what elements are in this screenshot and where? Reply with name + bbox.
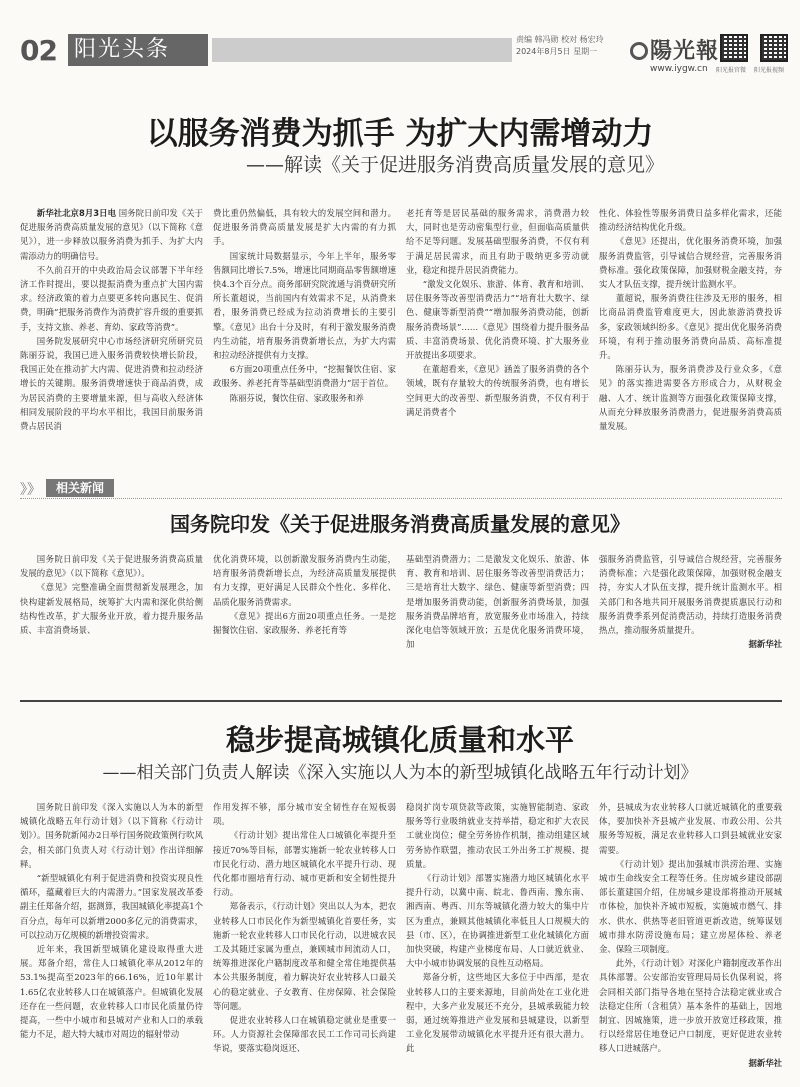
dateline: 新华社北京8月3日电 bbox=[36, 208, 117, 218]
paragraph: 《意见》还提出，优化服务消费环境，加强服务消费监管，引导诚信合规经营，完善服务消费标准。强化政策保障，加强财税金融支持，夯实人才队伍支撑，提升统计监测水平。 bbox=[599, 236, 782, 290]
article3-column bbox=[20, 800, 203, 1080]
article3-body bbox=[20, 800, 782, 1080]
paragraph: 在董超看来，《意见》涵盖了服务消费的各个领域，既有存量较大的传统服务消费，也有增长空间更大的改善型、新型服务消费，不仅有利于满足消费者个 bbox=[406, 364, 589, 417]
article2-column bbox=[599, 552, 782, 690]
article2-column bbox=[20, 552, 203, 690]
paragraph: “激发文化娱乐、旅游、体育、教育和培训、居住服务等改善型消费活力”“培育壮大数字、绿色、健康等新型消费”“增加服务消费动能，创新服务消费场景”……《意见》围绕着力提升服务品质、丰富消费场景、优化消费环境、扩大服务业开放提出多项要求。 bbox=[406, 279, 589, 361]
paragraph: 外，县城成为农业转移人口就近城镇化的重要载体，要加快补齐县城产业发展、市政公用、公共服务等短板，满足农业转移人口到县城就业安家需要。 bbox=[599, 802, 782, 855]
paragraph: 稳岗扩岗专项贷款等政策，实施智能制造、家政服务等行业吸纳就业支持举措，稳定和扩大农民工就业岗位；健全劳务协作机制，推动组建区域劳务协作联盟，推动农民工外出务工扩规模、提质量。 bbox=[406, 802, 589, 869]
masthead bbox=[20, 34, 788, 72]
paragraph: 基础型消费潜力；二是激发文化娱乐、旅游、体育、教育和培训、居住服务等改善型消费活力；三是培育壮大数字、绿色、健康等新型消费；四是增加服务消费动能，创新服务消费场景，加强服务消费品牌培育，放宽服务业市场准入，持续深化电信等领域开放；五是优化服务消费环境，加 bbox=[406, 554, 589, 650]
paragraph: “新型城镇化有利于促进消费和投资实现良性循环，蕴藏着巨大的内需潜力。”国家发展改革委副主任郑备介绍，据测算，我国城镇化率提高1个百分点，每年可以新增2000多亿元的消费需求，可以拉动万亿规模的新增投资需求。 bbox=[20, 873, 203, 940]
article1-body bbox=[20, 206, 782, 474]
paragraph: 老托育等是居民基础的服务需求，消费潜力较大，同时也是劳动密集型行业，但面临高质量供给不足等问题。发展基础型服务消费，不仅有利于满足居民需求，而且有助于吸纳更多劳动就业，稳定和提升居民消费能力。 bbox=[406, 208, 589, 275]
paragraph: 郑备分析，这些地区大多位于中西部，是农业转移人口的主要来源地，目前尚处在工业化进程中，大多产业发展还不充分，县城承载能力较弱，通过统筹推进产业发展和县城建设，以新型工业化发展带动城镇化水平提升还有很大潜力。此 bbox=[406, 972, 589, 1054]
paragraph: 《行动计划》提出加强城市洪涝治理、实施城市生命线安全工程等任务。住房城乡建设部副部长董建国介绍，住房城乡建设部将推动开展城市体检，加快补齐城市短板，实施城市燃气、排水、供水、供热等老旧管道更新改造，统筹谋划城市排水防涝设施布局；建立房屋体检、养老金、保险三项制度。 bbox=[599, 858, 782, 955]
date-line: 2024年8月5日 星期一 bbox=[516, 47, 598, 56]
newspaper-logo: 陽光報 bbox=[630, 34, 719, 65]
qr-caption: 阳光报视频 bbox=[754, 67, 785, 74]
section-divider bbox=[20, 700, 782, 702]
paragraph: 《行动计划》提出常住人口城镇化率提升至接近70%等目标，部署实施新一轮农业转移人口市民化行动、潜力地区城镇化水平提升行动、现代化都市圈培育行动、城市更新和安全韧性提升行动。 bbox=[213, 830, 396, 898]
paragraph: 董超说，服务消费往往涉及无形的服务，相比商品消费监管难度更大，因此旅游消费投诉多，家政领域纠纷多。《意见》提出优化服务消费环境，有利于推动服务消费向品质、高标准提升。 bbox=[599, 293, 782, 361]
paragraph: 促进农业转移人口在城镇稳定就业是重要一环。人力资源社会保障部农民工工作司司长尚建华说，要落实稳岗返还、 bbox=[213, 1015, 396, 1054]
paragraph: 国家统计局数据显示，今年上半年，服务零售额同比增长7.5%，增速比同期商品零售额增速快4.3个百分点。商务部研究院流通与消费研究所所长董超说，当前国内有效需求不足，从消费来看，服务消费已经成为拉动消费增长的主要引擎。《意见》出台十分及时，有利于激发服务消费内生动能，培育服务消费新增长点，为扩大内需和拉动经济提供有力支撑。 bbox=[213, 250, 396, 361]
article1-column: 新华社北京8月3日电 国务院日前印发《关于促进服务消费高质量发展的意见》（以下简称《意见》），进一步释放以服务消费为抓手、为扩大内需添动力的明确信号。 不久前召开的中央政治局会议部署下半年经济工作时提出，要以提振消费为重点扩大国内需求。经济政策的着力点要更多转向惠民生、促消费，明确“把服务消费作为消费扩容升级的重要抓手，支持文旅、养老、育幼、家政等消费”。 国务院发展研究中心市场经济研究所研究员陈丽芬说，我国已进入服务消费较快增长阶段，我国正处在推动扩大内需、促进消费和拉动经济增长的关键期。服务消费增速快于商品消费，成为居民消费的主要增量来源，但与高收入经济体相同发展阶段的平均水平相比，我国目前服务消费占居民消 bbox=[20, 206, 203, 474]
page-number: 02 bbox=[20, 34, 57, 67]
paragraph: 性化、体验性等服务消费日益多样化需求，还能推动经济结构优化升级。 bbox=[599, 208, 782, 233]
paragraph: 不久前召开的中央政治局会议部署下半年经济工作时提出，要以提振消费为重点扩大国内需求。经济政策的着力点要更多转向惠民生、促消费，明确“把服务消费作为消费扩容升级的重要抓手，支持文旅、养老、育幼、家政等消费”。 bbox=[20, 264, 203, 332]
paragraph: 国务院日前印发《深入实施以人为本的新型城镇化战略五年行动计划》（以下简称《行动计划》）。国务院新闻办2日举行国务院政策例行吹风会，相关部门负责人对《行动计划》作出详细解释。 bbox=[20, 802, 203, 869]
article3-subtitle: ——相关部门负责人解读《深入实施以人为本的新型城镇化战略五年行动计划》 bbox=[102, 763, 698, 783]
article2-column bbox=[213, 552, 396, 690]
section-name: 阳光头条 bbox=[68, 34, 208, 66]
paragraph: 陈丽芬说，餐饮住宿、家政服务和养 bbox=[229, 392, 364, 403]
article2-body bbox=[20, 552, 782, 690]
paragraph: 此外，《行动计划》对深化户籍制度改革作出具体部署。公安部治安管理局局长仇保利说，将会同相关部门指导各地在坚持合法稳定就业或合法稳定住所（含租赁）基本条件的基础上，因地制宜、因城施策，进一步放开放宽迁移政策，推行以经常居住地登记户口制度，更好促进农业转移人口进城落户。 bbox=[599, 958, 782, 1054]
editors-info bbox=[516, 34, 626, 58]
website-url: www.iygw.cn bbox=[650, 64, 708, 74]
paragraph: 6方面20项重点任务中，“挖掘餐饮住宿、家政服务、养老托育等基础型消费潜力”居于首位。 bbox=[213, 364, 396, 389]
paragraph: 国务院发展研究中心市场经济研究所研究员陈丽芬说，我国已进入服务消费较快增长阶段，我国正处在推动扩大内需、促进消费和拉动经济增长的关键期。服务消费增速快于商品消费，成为居民消费的主要增量来源，但与高收入经济体相同发展阶段的平均水平相比，我国目前服务消费占居民消 bbox=[20, 335, 203, 432]
source-credit: 据新华社 bbox=[748, 1057, 782, 1068]
article3-column bbox=[599, 800, 782, 1080]
paragraph: 郑备表示，《行动计划》突出以人为本，把农业转移人口市民化作为新型城镇化首要任务，实施新一轮农业转移人口市民化行动，以进城农民工及其随迁家属为重点，兼顾城市间流动人口，统筹推进深化户籍制度改革和健全常住地提供基本公共服务制度，着力解决好农业转移人口最关心的稳定就业、子女教育、住房保障、社会保险等问题。 bbox=[213, 901, 396, 1011]
qr-code-icon bbox=[760, 34, 788, 62]
paragraph: 费比重仍然偏低，具有较大的发展空间和潜力。促进服务消费高质量发展是扩大内需的有力抓手。 bbox=[213, 208, 396, 247]
article1-column bbox=[599, 206, 782, 474]
header-bar bbox=[212, 38, 512, 62]
paragraph: 近年来，我国新型城镇化建设取得重大进展。郑备介绍，常住人口城镇化率从2012年的53.1%提高至2023年的66.16%，近10年累计1.65亿农业转移人口在城镇落户。但城镇化发展还存在一些问题，农业转移人口市民化质量仍待提高，一些中小城市和县城对产业和人口的承载能力不足，超大特大城市对周边的辐射带动 bbox=[20, 944, 203, 1040]
article1-column bbox=[406, 206, 589, 474]
article3-column bbox=[213, 800, 396, 1080]
qr-code-icon bbox=[720, 34, 748, 62]
double-chevron-icon: 》》 bbox=[20, 482, 41, 498]
source-credit: 据新华社 bbox=[748, 639, 782, 650]
article1-title: 以服务消费为抓手 为扩大内需增动力 bbox=[146, 116, 654, 152]
sun-icon bbox=[630, 42, 648, 60]
paragraph: 《行动计划》部署实施潜力地区城镇化水平提升行动，以冀中南、皖北、鲁西南、豫东南、湘西南、粤西、川东等城镇化潜力较大的集中片区为重点，兼顾其他城镇化率低且人口规模大的县（市、区），在协调推进新型工业化城镇化方面加快突破，构建产业梯度布局、人口就近就业、大中小城市协调发展的良性互动格局。 bbox=[406, 873, 589, 969]
article3-column bbox=[406, 800, 589, 1080]
article1-subtitle: ——解读《关于促进服务消费高质量发展的意见》 bbox=[245, 154, 664, 176]
related-news-bar bbox=[20, 479, 782, 499]
article3-title: 稳步提高城镇化质量和水平 bbox=[225, 723, 574, 757]
article1-column bbox=[213, 206, 396, 474]
paragraph: 优化消费环境，以创新激发服务消费内生动能，培育服务消费新增长点，为经济高质量发展提供有力支撑，更好满足人民群众个性化、多样化、品质化服务消费需求。 bbox=[213, 554, 396, 607]
article2-column bbox=[406, 552, 589, 690]
related-news-label: 相关新闻 bbox=[46, 479, 114, 497]
paragraph: 强服务消费监管，引导诚信合规经营，完善服务消费标准；六是强化政策保障，加强财税金融支持，夯实人才队伍支撑，提升统计监测水平。相关部门和各地共同开展服务消费提质惠民行动和服务消费季系列促消费活动，持续打造服务消费热点，推动服务质量提升。 bbox=[599, 554, 782, 636]
paragraph: 《意见》提出6方面20项重点任务。一是挖掘餐饮住宿、家政服务、养老托育等 bbox=[213, 610, 396, 636]
paragraph: 国务院日前印发《关于促进服务消费高质量发展的意见》（以下简称《意见》）。 bbox=[20, 554, 203, 579]
paragraph: 陈丽芬认为，服务消费涉及行业众多，《意见》的落实推进需要各方形成合力，从财税金融、人才、统计监测等方面强化政策保障支撑，从而充分释放服务消费潜力，促进服务消费高质量发展。 bbox=[599, 364, 782, 432]
editors-line: 责编 韩冯勋 校对 杨宏玲 bbox=[516, 35, 604, 44]
paragraph: 作用发挥不够，部分城市安全韧性存在短板弱项。 bbox=[213, 802, 396, 827]
qr-caption: 阳光报官微 bbox=[716, 67, 747, 74]
article2-title: 国务院印发《关于促进服务消费高质量发展的意见》 bbox=[170, 512, 630, 536]
paragraph: 《意见》完整准确全面贯彻新发展理念，加快构建新发展格局，统筹扩大内需和深化供给侧结构性改革，扩大服务业开放，着力提升服务品质、丰富消费场景、 bbox=[20, 582, 203, 636]
